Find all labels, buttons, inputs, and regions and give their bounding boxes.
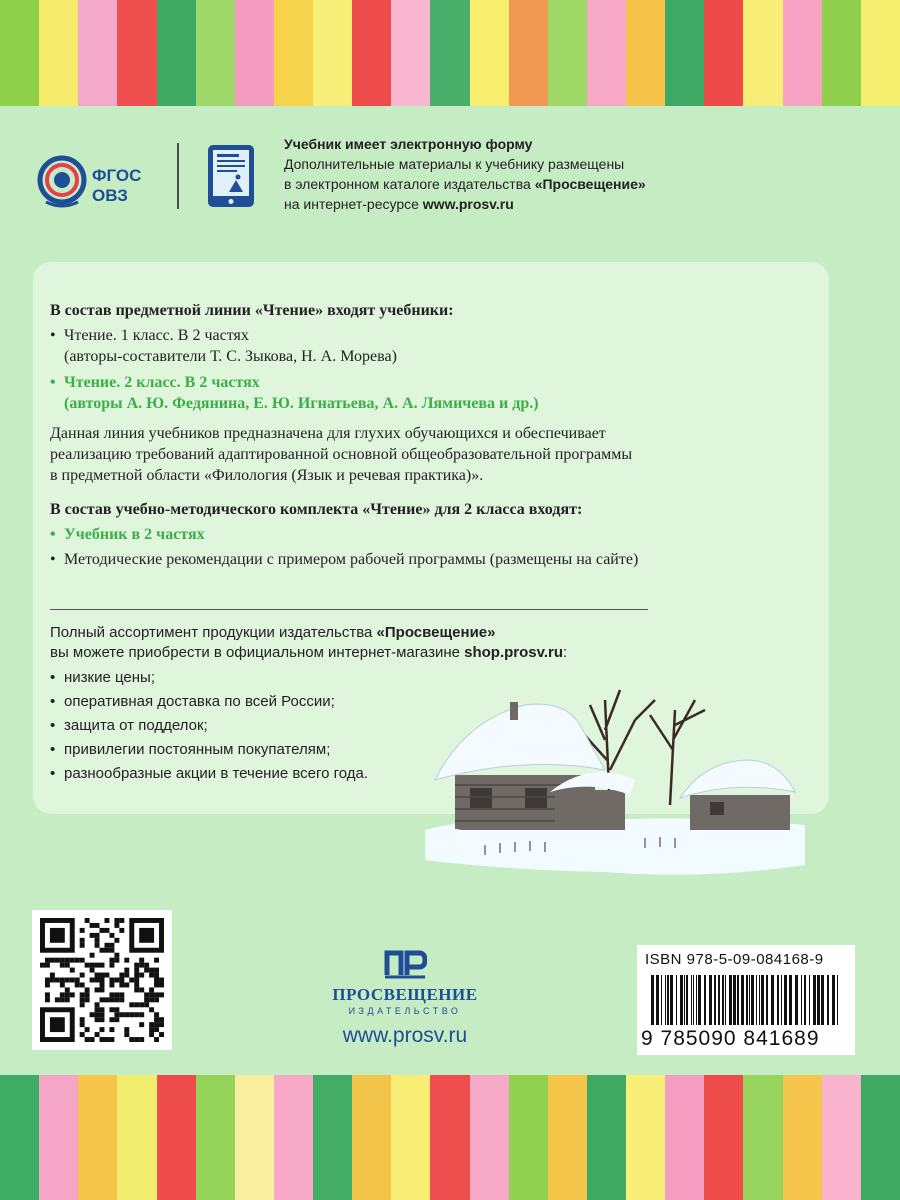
publisher-subtitle: ИЗДАТЕЛЬСТВО [348, 1006, 462, 1016]
color-stripe [548, 0, 587, 106]
color-stripe [430, 0, 469, 106]
color-stripe [157, 1075, 196, 1200]
isbn-barcode [637, 945, 855, 1055]
electronic-form-info: Учебник имеет электронную форму Дополнительные материалы к учебнику размещены в электронном каталоге издательства «Просвещение» на интернет-ресурсе www.prosv.ru [284, 136, 646, 212]
shop-item: • привилегии постоянным покупателям; [50, 740, 330, 760]
tablet-icon [207, 144, 255, 208]
color-stripe [0, 0, 39, 106]
color-stripe [783, 1075, 822, 1200]
bottom-color-stripes [0, 1075, 900, 1200]
fgos-ovz-label: ФГОС ОВЗ [92, 166, 142, 205]
book2-title: • Чтение. 2 класс. В 2 частях [50, 373, 260, 393]
color-stripe [861, 0, 900, 106]
color-stripe [704, 0, 743, 106]
color-stripe [470, 1075, 509, 1200]
header-divider [177, 143, 179, 209]
color-stripe [117, 1075, 156, 1200]
description-line-1: Данная линия учебников предназначена для глухих обучающихся и обеспечивает [50, 425, 606, 442]
color-stripe [313, 0, 352, 106]
color-stripe [783, 0, 822, 106]
color-stripe [78, 0, 117, 106]
color-stripe [822, 0, 861, 106]
color-stripe [235, 0, 274, 106]
color-stripe [704, 1075, 743, 1200]
shop-line-2: вы можете приобрести в официальном интернет-магазине shop.prosv.ru: [50, 644, 568, 661]
shop-item: • защита от подделок; [50, 716, 208, 736]
book1-title: • Чтение. 1 класс. В 2 частях [50, 326, 249, 346]
isbn-digits: 9 785090 841689 [641, 1027, 820, 1050]
color-stripe [548, 1075, 587, 1200]
color-stripe [117, 0, 156, 106]
color-stripe [626, 0, 665, 106]
book2-authors: (авторы А. Ю. Федянина, Е. Ю. Игнатьева, А. А. Лямичева и др.) [64, 395, 539, 412]
kit-item-1: • Учебник в 2 частях [50, 525, 205, 545]
isbn-label: ISBN 978-5-09-084168-9 [645, 951, 824, 968]
color-stripe [391, 0, 430, 106]
color-stripe [743, 1075, 782, 1200]
barcode-icon [649, 975, 843, 1025]
color-stripe [352, 1075, 391, 1200]
color-stripe [587, 1075, 626, 1200]
book1-authors: (авторы-составители Т. С. Зыкова, Н. А. Морева) [64, 348, 397, 365]
color-stripe [235, 1075, 274, 1200]
winter-village-illustration [405, 680, 815, 880]
shop-item: • разнообразные акции в течение всего года. [50, 764, 368, 784]
color-stripe [509, 1075, 548, 1200]
kit-item-2: • Методические рекомендации с примером рабочей программы (размещены на сайте) [50, 550, 638, 570]
shop-item: • низкие цены; [50, 668, 155, 688]
color-stripe [313, 1075, 352, 1200]
color-stripe [274, 0, 313, 106]
color-stripe [157, 0, 196, 106]
color-stripe [587, 0, 626, 106]
shop-item: • оперативная доставка по всей России; [50, 692, 335, 712]
color-stripe [391, 1075, 430, 1200]
color-stripe [274, 1075, 313, 1200]
color-stripe [39, 1075, 78, 1200]
color-stripe [509, 0, 548, 106]
description-line-2: реализацию требований адаптированной основной общеобразовательной программы [50, 446, 633, 463]
color-stripe [470, 0, 509, 106]
description-line-3: в предметной области «Филология (Язык и речевая практика)». [50, 467, 484, 484]
divider-line [50, 609, 648, 610]
color-stripe [430, 1075, 469, 1200]
subject-line-heading: В состав предметной линии «Чтение» входят учебники: [50, 302, 454, 319]
color-stripe [861, 1075, 900, 1200]
kit-heading: В состав учебно-методического комплекта «Чтение» для 2 класса входят: [50, 501, 583, 518]
color-stripe [39, 0, 78, 106]
color-stripe [78, 1075, 117, 1200]
top-color-stripes [0, 0, 900, 106]
color-stripe [665, 1075, 704, 1200]
qr-code-icon [40, 918, 164, 1042]
color-stripe [0, 1075, 39, 1200]
prosveshchenie-logo-icon [383, 945, 427, 979]
color-stripe [196, 0, 235, 106]
color-stripe [196, 1075, 235, 1200]
color-stripe [626, 1075, 665, 1200]
color-stripe [822, 1075, 861, 1200]
color-stripe [743, 0, 782, 106]
publisher-name: ПРОСВЕЩЕНИЕ [332, 985, 478, 1004]
color-stripe [665, 0, 704, 106]
qr-code [32, 910, 172, 1050]
shop-line-1: Полный ассортимент продукции издательства «Просвещение» [50, 624, 496, 641]
color-stripe [352, 0, 391, 106]
publisher-url[interactable]: www.prosv.ru [342, 1024, 468, 1047]
